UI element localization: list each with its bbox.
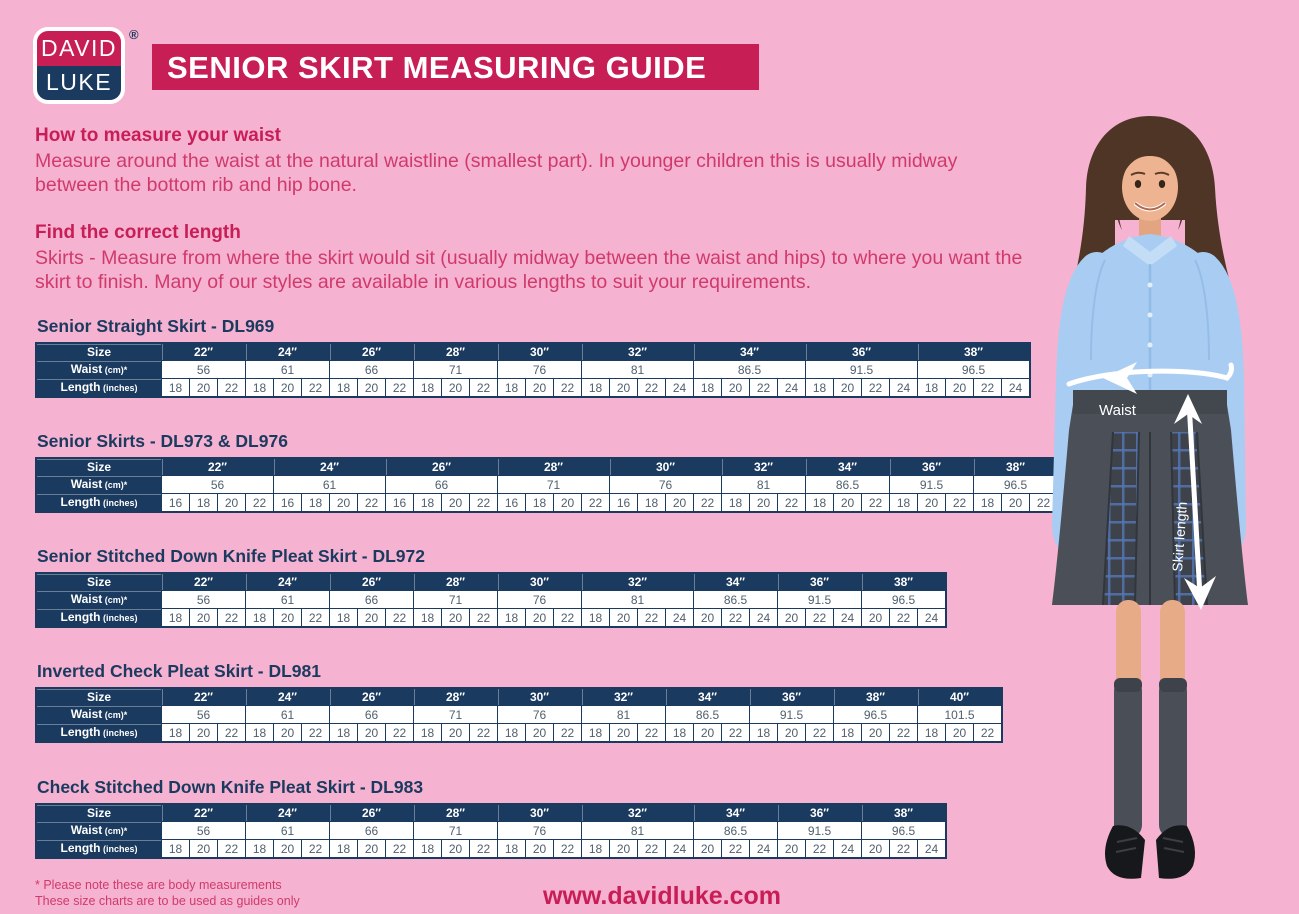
waist-value-cell: 71 (414, 591, 498, 609)
length-value-cell: 22 (218, 840, 246, 859)
length-value-cell: 18 (918, 724, 946, 743)
length-value-cell: 16 (386, 494, 414, 513)
size-header-cell: 24″ (246, 688, 330, 706)
length-value-cell: 20 (1002, 494, 1030, 513)
length-value-cell: 18 (246, 724, 274, 743)
length-value-cell: 20 (274, 609, 302, 628)
row-label-size: Size (36, 573, 162, 591)
row-label-waist: Waist (cm)* (36, 476, 162, 494)
waist-value-cell: 81 (582, 361, 694, 379)
length-value-cell: 22 (862, 379, 890, 398)
length-value-cell: 20 (442, 609, 470, 628)
length-value-cell: 22 (638, 840, 666, 859)
length-value-cell: 20 (526, 724, 554, 743)
length-value-cell: 20 (778, 840, 806, 859)
model-left-eye (1135, 180, 1141, 188)
length-value-cell: 18 (162, 609, 190, 628)
waist-value-cell: 86.5 (666, 706, 750, 724)
length-value-cell: 18 (190, 494, 218, 513)
length-value-cell: 18 (498, 609, 526, 628)
length-value-cell: 18 (666, 724, 694, 743)
length-value-cell: 22 (638, 724, 666, 743)
row-label-length: Length (inches) (36, 379, 162, 398)
length-value-cell: 22 (974, 379, 1002, 398)
waist-value-cell: 96.5 (974, 476, 1059, 494)
footnote-body-measurements: * Please note these are body measurements (35, 878, 282, 892)
length-value-cell: 18 (330, 609, 358, 628)
waist-value-cell: 71 (414, 822, 498, 840)
length-value-cell: 20 (694, 609, 722, 628)
length-value-cell: 22 (470, 494, 498, 513)
length-value-cell: 22 (890, 724, 918, 743)
website-url: www.davidluke.com (543, 882, 782, 910)
waist-value-cell: 56 (162, 822, 246, 840)
length-value-cell: 20 (274, 724, 302, 743)
row-label-size: Size (36, 458, 162, 476)
length-value-cell: 18 (414, 840, 442, 859)
length-value-cell: 20 (554, 494, 582, 513)
length-value-cell: 24 (666, 379, 694, 398)
table-title: Senior Straight Skirt - DL969 (37, 316, 275, 336)
length-value-cell: 20 (526, 379, 554, 398)
row-label-waist: Waist (cm)* (36, 706, 162, 724)
table-title: Check Stitched Down Knife Pleat Skirt - DL983 (37, 777, 424, 797)
model-left-sock (1114, 678, 1142, 838)
footnote-guides-only: These size charts are to be used as guides only (35, 894, 300, 908)
size-header-cell: 24″ (246, 573, 330, 591)
size-header-cell: 38″ (862, 573, 947, 591)
model-right-sock (1159, 678, 1187, 838)
size-header-cell: 32″ (722, 458, 806, 476)
length-value-cell: 22 (554, 609, 582, 628)
size-header-cell: 30″ (498, 688, 582, 706)
length-value-cell: 20 (274, 379, 302, 398)
length-value-cell: 18 (694, 379, 722, 398)
length-value-cell: 20 (274, 840, 302, 859)
length-value-cell: 18 (414, 724, 442, 743)
length-value-cell: 22 (974, 724, 1003, 743)
size-header-cell: 28″ (414, 573, 498, 591)
length-value-cell: 18 (302, 494, 330, 513)
size-header-cell: 28″ (414, 343, 498, 361)
length-value-cell: 20 (442, 840, 470, 859)
length-value-cell: 18 (246, 840, 274, 859)
size-table-dl972 (35, 546, 947, 628)
size-table-dl981 (35, 661, 1003, 743)
length-value-cell: 18 (414, 494, 442, 513)
length-value-cell: 22 (470, 724, 498, 743)
waist-value-cell: 76 (498, 822, 582, 840)
model-button (1148, 313, 1153, 318)
table-title: Inverted Check Pleat Skirt - DL981 (37, 661, 321, 681)
size-header-cell: 28″ (414, 688, 498, 706)
model-right-shoe (1156, 825, 1195, 879)
model-photo (1019, 100, 1299, 914)
waist-label: Waist (1099, 402, 1136, 419)
waist-value-cell: 86.5 (694, 361, 806, 379)
length-value-cell: 18 (498, 840, 526, 859)
length-value-cell: 20 (666, 494, 694, 513)
length-value-cell: 20 (442, 724, 470, 743)
length-value-cell: 22 (218, 724, 246, 743)
length-value-cell: 22 (722, 724, 750, 743)
size-header-cell: 36″ (750, 688, 834, 706)
size-table-dl973-dl976 (35, 431, 1059, 513)
waist-value-cell: 76 (498, 706, 582, 724)
length-value-cell: 22 (302, 840, 330, 859)
row-label-size: Size (36, 343, 162, 361)
length-value-cell: 18 (414, 609, 442, 628)
waist-value-cell: 61 (246, 591, 330, 609)
size-header-cell: 24″ (246, 804, 330, 822)
length-value-cell: 22 (638, 379, 666, 398)
length-value-cell: 18 (414, 379, 442, 398)
length-value-cell: 18 (330, 840, 358, 859)
length-value-cell: 22 (890, 609, 918, 628)
length-value-cell: 24 (918, 840, 947, 859)
section-body-length: Skirts - Measure from where the skirt would sit (usually midway between the waist and hips) to where you want the skirt to finish. Many of our styles are available in various lengths to suit your requirements. (35, 247, 1023, 293)
size-header-cell: 36″ (806, 343, 918, 361)
length-value-cell: 20 (190, 379, 218, 398)
size-header-cell: 22″ (162, 458, 274, 476)
section-body-waist: Measure around the waist at the natural waistline (smallest part). In younger children this is usually midway between the bottom rib and hip bone. (35, 150, 958, 196)
length-value-cell: 20 (946, 379, 974, 398)
size-header-cell: 34″ (694, 804, 778, 822)
waist-value-cell: 56 (162, 706, 246, 724)
length-value-cell: 22 (386, 379, 414, 398)
length-value-cell: 22 (778, 494, 806, 513)
length-value-cell: 16 (162, 494, 190, 513)
length-value-cell: 18 (806, 379, 834, 398)
waist-value-cell: 86.5 (694, 822, 778, 840)
waist-value-cell: 81 (582, 591, 694, 609)
section-heading-length: Find the correct length (35, 222, 241, 243)
length-value-cell: 20 (358, 840, 386, 859)
size-header-cell: 32″ (582, 688, 666, 706)
length-value-cell: 20 (358, 379, 386, 398)
length-value-cell: 16 (498, 494, 526, 513)
length-value-cell: 20 (722, 379, 750, 398)
row-label-waist: Waist (cm)* (36, 591, 162, 609)
size-header-cell: 36″ (778, 573, 862, 591)
size-header-cell: 26″ (330, 343, 414, 361)
length-value-cell: 20 (862, 724, 890, 743)
length-value-cell: 20 (834, 494, 862, 513)
length-value-cell: 20 (694, 840, 722, 859)
model-button (1148, 283, 1153, 288)
waist-value-cell: 61 (274, 476, 386, 494)
length-value-cell: 22 (302, 609, 330, 628)
length-value-cell: 20 (610, 724, 638, 743)
length-value-cell: 18 (582, 840, 610, 859)
length-value-cell: 20 (442, 494, 470, 513)
length-value-cell: 22 (470, 379, 498, 398)
waist-value-cell: 66 (330, 361, 414, 379)
waist-value-cell: 61 (246, 361, 330, 379)
waist-value-cell: 56 (162, 591, 246, 609)
length-value-cell: 22 (806, 609, 834, 628)
length-value-cell: 22 (358, 494, 386, 513)
waist-value-cell: 86.5 (694, 591, 778, 609)
waist-value-cell: 81 (582, 822, 694, 840)
waist-value-cell: 96.5 (862, 591, 947, 609)
size-header-cell: 38″ (834, 688, 918, 706)
size-header-cell: 32″ (582, 343, 694, 361)
length-value-cell: 18 (834, 724, 862, 743)
size-header-cell: 34″ (666, 688, 750, 706)
row-label-size: Size (36, 804, 162, 822)
length-value-cell: 20 (694, 724, 722, 743)
waist-value-cell: 76 (610, 476, 722, 494)
table-title: Senior Stitched Down Knife Pleat Skirt - DL972 (37, 546, 425, 566)
length-value-cell: 22 (1030, 494, 1059, 513)
length-value-cell: 22 (806, 840, 834, 859)
length-value-cell: 20 (358, 609, 386, 628)
length-value-cell: 22 (386, 609, 414, 628)
length-value-cell: 20 (610, 840, 638, 859)
size-header-cell: 32″ (582, 573, 694, 591)
waist-value-cell: 61 (246, 706, 330, 724)
length-value-cell: 20 (218, 494, 246, 513)
length-value-cell: 22 (218, 379, 246, 398)
size-header-cell: 38″ (918, 343, 1031, 361)
length-value-cell: 24 (834, 840, 862, 859)
length-value-cell: 24 (666, 609, 694, 628)
david-luke-logo (33, 27, 125, 104)
waist-value-cell: 71 (414, 706, 498, 724)
length-value-cell: 22 (246, 494, 274, 513)
length-value-cell: 22 (722, 840, 750, 859)
length-value-cell: 18 (582, 609, 610, 628)
waist-value-cell: 66 (330, 706, 414, 724)
model-right-sock-band (1159, 678, 1187, 692)
waist-value-cell: 76 (498, 361, 582, 379)
length-value-cell: 22 (582, 494, 610, 513)
length-value-cell: 20 (778, 724, 806, 743)
waist-value-cell: 66 (330, 591, 414, 609)
length-value-cell: 22 (862, 494, 890, 513)
size-header-cell: 30″ (610, 458, 722, 476)
size-header-cell: 26″ (330, 573, 414, 591)
size-header-cell: 34″ (694, 343, 806, 361)
length-value-cell: 22 (890, 840, 918, 859)
length-value-cell: 20 (358, 724, 386, 743)
waist-value-cell: 56 (162, 361, 246, 379)
length-value-cell: 24 (918, 609, 947, 628)
length-value-cell: 18 (582, 379, 610, 398)
size-header-cell: 22″ (162, 573, 246, 591)
logo-line1: DAVID (37, 31, 121, 66)
row-label-waist: Waist (cm)* (36, 822, 162, 840)
size-header-cell: 22″ (162, 343, 246, 361)
table-title: Senior Skirts - DL973 & DL976 (37, 431, 288, 451)
size-header-cell: 30″ (498, 343, 582, 361)
waist-value-cell: 86.5 (806, 476, 890, 494)
size-header-cell: 38″ (862, 804, 947, 822)
waist-value-cell: 76 (498, 591, 582, 609)
size-header-cell: 24″ (274, 458, 386, 476)
row-label-length: Length (inches) (36, 840, 162, 859)
size-table-dl983 (35, 777, 947, 859)
waist-value-cell: 101.5 (918, 706, 1003, 724)
length-value-cell: 18 (162, 379, 190, 398)
size-header-cell: 22″ (162, 804, 246, 822)
length-value-cell: 22 (386, 840, 414, 859)
size-header-cell: 28″ (414, 804, 498, 822)
waist-value-cell: 81 (582, 706, 666, 724)
waist-value-cell: 91.5 (778, 591, 862, 609)
length-value-cell: 20 (778, 609, 806, 628)
size-header-cell: 26″ (330, 804, 414, 822)
section-heading-waist: How to measure your waist (35, 125, 282, 146)
length-value-cell: 18 (246, 379, 274, 398)
length-value-cell: 24 (834, 609, 862, 628)
length-value-cell: 20 (750, 494, 778, 513)
length-value-cell: 22 (554, 724, 582, 743)
length-value-cell: 20 (862, 609, 890, 628)
size-header-cell: 40″ (918, 688, 1003, 706)
length-value-cell: 20 (526, 609, 554, 628)
length-value-cell: 22 (554, 840, 582, 859)
length-value-cell: 24 (750, 840, 778, 859)
length-value-cell: 18 (722, 494, 750, 513)
length-value-cell: 18 (526, 494, 554, 513)
length-value-cell: 20 (190, 724, 218, 743)
size-header-cell: 28″ (498, 458, 610, 476)
size-header-cell: 34″ (806, 458, 890, 476)
waist-value-cell: 91.5 (806, 361, 918, 379)
size-header-cell: 34″ (694, 573, 778, 591)
length-value-cell: 20 (526, 840, 554, 859)
size-header-cell: 38″ (974, 458, 1059, 476)
length-value-cell: 18 (330, 724, 358, 743)
length-value-cell: 22 (694, 494, 722, 513)
length-value-cell: 18 (582, 724, 610, 743)
length-value-cell: 20 (442, 379, 470, 398)
row-label-length: Length (inches) (36, 494, 162, 513)
length-value-cell: 16 (274, 494, 302, 513)
size-table-dl969 (35, 316, 1031, 398)
length-value-cell: 22 (554, 379, 582, 398)
size-header-cell: 22″ (162, 688, 246, 706)
waist-value-cell: 71 (414, 361, 498, 379)
length-value-cell: 24 (778, 379, 806, 398)
model-right-eye (1159, 180, 1165, 188)
length-value-cell: 22 (806, 724, 834, 743)
length-value-cell: 20 (862, 840, 890, 859)
page-title: SENIOR SKIRT MEASURING GUIDE (152, 44, 759, 90)
length-value-cell: 18 (750, 724, 778, 743)
skirt-length-label: Skirt length (1169, 501, 1190, 573)
waist-value-cell: 71 (498, 476, 610, 494)
length-value-cell: 18 (162, 724, 190, 743)
waist-value-cell: 66 (386, 476, 498, 494)
length-value-cell: 20 (946, 724, 974, 743)
length-value-cell: 24 (666, 840, 694, 859)
length-value-cell: 20 (610, 609, 638, 628)
length-value-cell: 24 (890, 379, 918, 398)
registered-trademark-symbol: ® (129, 27, 139, 42)
length-value-cell: 18 (498, 724, 526, 743)
model-button (1148, 343, 1153, 348)
length-value-cell: 22 (750, 379, 778, 398)
length-value-cell: 18 (890, 494, 918, 513)
size-header-cell: 30″ (498, 804, 582, 822)
model-waistband (1073, 390, 1227, 414)
waist-value-cell: 96.5 (862, 822, 947, 840)
length-value-cell: 22 (470, 609, 498, 628)
length-value-cell: 18 (330, 379, 358, 398)
model-left-sock-band (1114, 678, 1142, 692)
length-value-cell: 18 (162, 840, 190, 859)
length-value-cell: 20 (330, 494, 358, 513)
length-value-cell: 20 (610, 379, 638, 398)
length-value-cell: 24 (1002, 379, 1031, 398)
row-label-waist: Waist (cm)* (36, 361, 162, 379)
length-value-cell: 24 (750, 609, 778, 628)
length-value-cell: 20 (834, 379, 862, 398)
waist-value-cell: 96.5 (918, 361, 1031, 379)
size-header-cell: 26″ (386, 458, 498, 476)
length-value-cell: 18 (638, 494, 666, 513)
size-header-cell: 26″ (330, 688, 414, 706)
length-value-cell: 22 (638, 609, 666, 628)
waist-value-cell: 96.5 (834, 706, 918, 724)
waist-value-cell: 56 (162, 476, 274, 494)
length-value-cell: 22 (386, 724, 414, 743)
size-header-cell: 32″ (582, 804, 694, 822)
waist-value-cell: 81 (722, 476, 806, 494)
length-value-cell: 22 (946, 494, 974, 513)
row-label-size: Size (36, 688, 162, 706)
length-value-cell: 22 (302, 724, 330, 743)
length-value-cell: 22 (302, 379, 330, 398)
waist-value-cell: 66 (330, 822, 414, 840)
size-header-cell: 36″ (890, 458, 974, 476)
size-header-cell: 24″ (246, 343, 330, 361)
length-value-cell: 20 (918, 494, 946, 513)
row-label-length: Length (inches) (36, 724, 162, 743)
waist-value-cell: 91.5 (890, 476, 974, 494)
length-value-cell: 22 (722, 609, 750, 628)
length-value-cell: 22 (470, 840, 498, 859)
row-label-length: Length (inches) (36, 609, 162, 628)
length-value-cell: 18 (918, 379, 946, 398)
length-value-cell: 18 (498, 379, 526, 398)
length-value-cell: 18 (246, 609, 274, 628)
size-header-cell: 30″ (498, 573, 582, 591)
length-value-cell: 18 (974, 494, 1002, 513)
size-header-cell: 36″ (778, 804, 862, 822)
length-value-cell: 16 (610, 494, 638, 513)
length-value-cell: 20 (190, 609, 218, 628)
length-value-cell: 18 (806, 494, 834, 513)
length-value-cell: 20 (190, 840, 218, 859)
waist-value-cell: 61 (246, 822, 330, 840)
waist-value-cell: 91.5 (778, 822, 862, 840)
logo-line2: LUKE (37, 66, 121, 101)
waist-value-cell: 91.5 (750, 706, 834, 724)
length-value-cell: 22 (218, 609, 246, 628)
